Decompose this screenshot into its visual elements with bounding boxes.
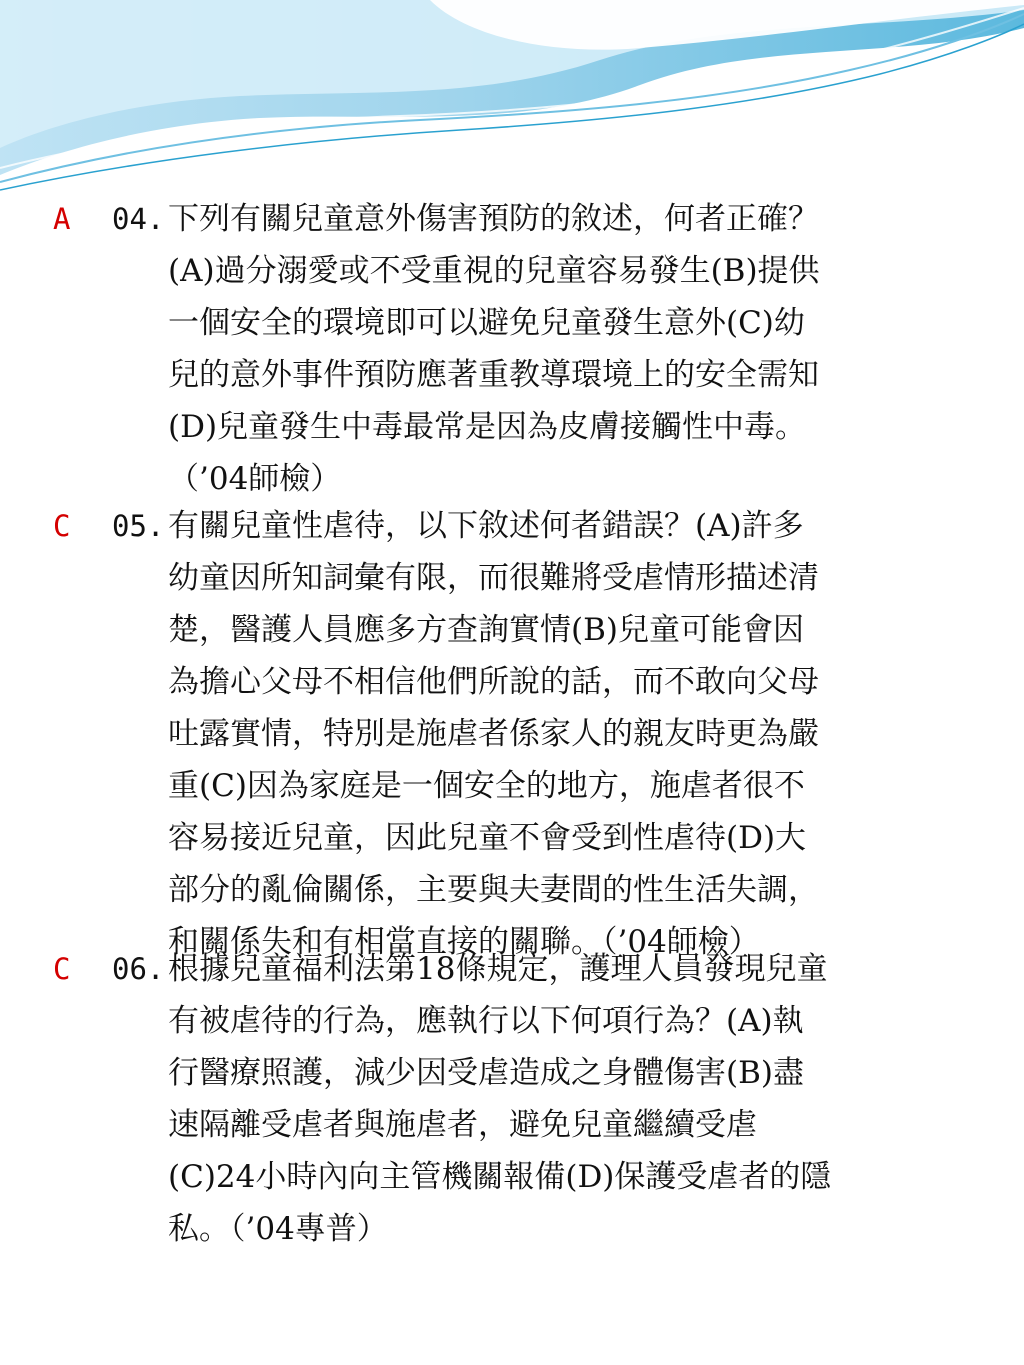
question-text: 有關兒童性虐待，以下敘述何者錯誤？(A)許多 幼童因所知詞彙有限，而很難將受虐情形描述清 楚，醫護人員應多方查詢實情(B)兒童可能會因 為擔心父母不相信他們所說的話，而不敢向父母 吐露實情，特別是施虐者係家人的親友時更為嚴 重(C)因為家庭是一個安全的地方，施虐者很不 容易接近兒童，因此兒童不會受到性虐待(D)大 部分的亂倫關係，主要與夫妻間的性生活失調， 和關係失和有相當直接的關聯。（’04師檢） xyxy=(168,508,819,960)
answer-key: A xyxy=(53,202,71,236)
question-number: 05. xyxy=(112,509,165,543)
question-number: 04. xyxy=(112,202,165,236)
question-text: 下列有關兒童意外傷害預防的敘述，何者正確？ (A)過分溺愛或不受重視的兒童容易發生(B)提供 一個安全的環境即可以避免兒童發生意外(C)幼 兒的意外事件預防應著重教導環境上的安全需知 (D)兒童發生中毒最常是因為皮膚接觸性中毒。 （’04師檢） xyxy=(168,201,820,497)
question-text: 根據兒童福利法第18條規定，護理人員發現兒童 有被虐待的行為，應執行以下何項行為？(A)執 行醫療照護，減少因受虐造成之身體傷害(B)盡 速隔離受虐者與施虐者，避免兒童繼續受虐 (C)24小時內向主管機關報備(D)保護受虐者的隱 私。（’04專普） xyxy=(168,951,832,1247)
answer-key: C xyxy=(53,509,71,543)
answer-key: C xyxy=(53,952,71,986)
question-number: 06. xyxy=(112,952,165,986)
header-wave-decoration xyxy=(0,0,1024,200)
